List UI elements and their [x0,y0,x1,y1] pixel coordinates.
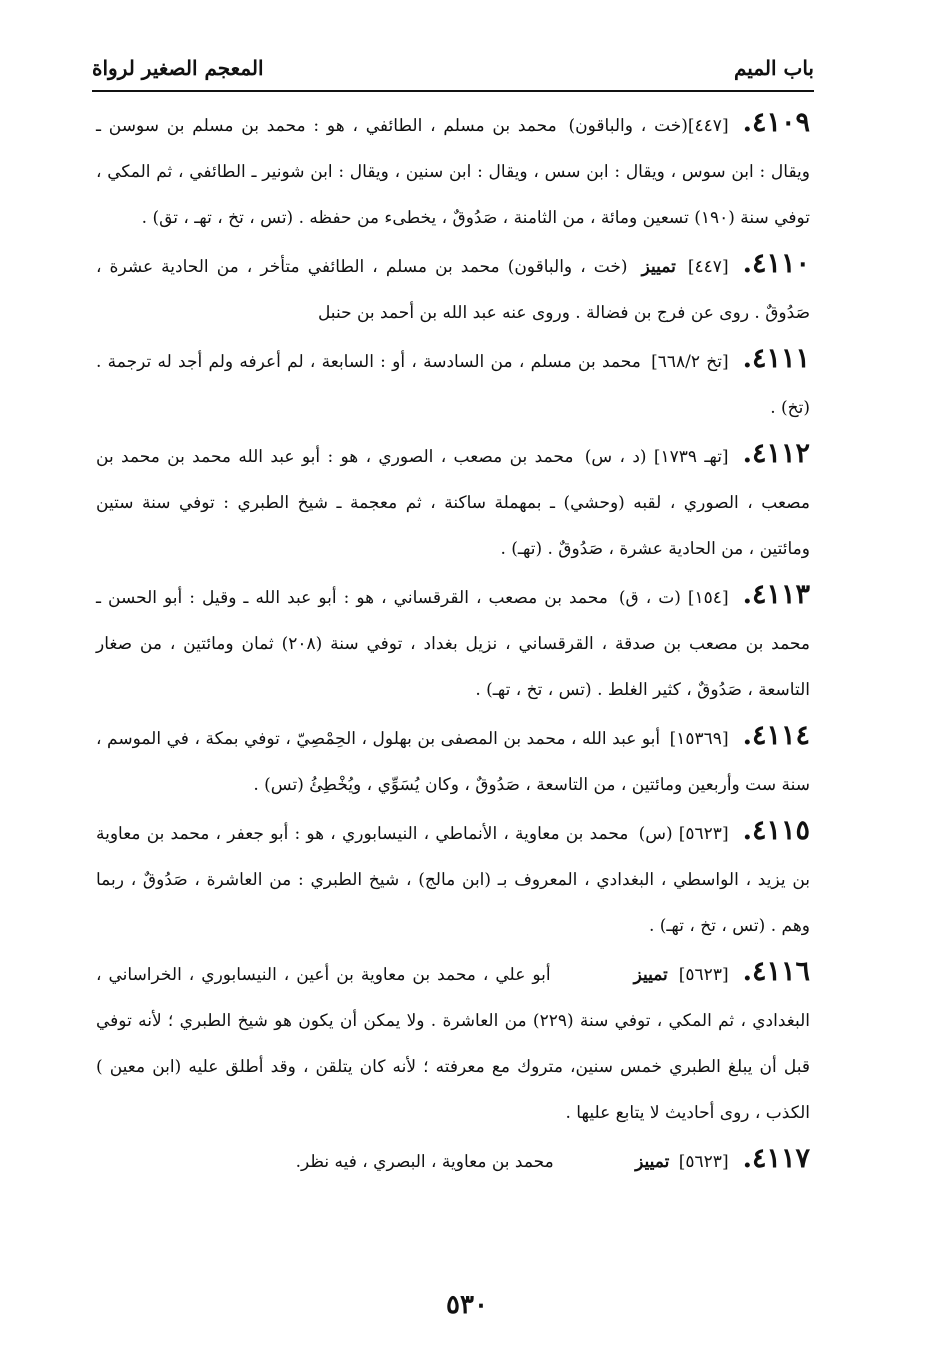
entry-number: ٤١١٤. [742,720,810,751]
entry-number: ٤١٠٩. [742,107,811,138]
entry-code: [١٥٣٦٩] [669,729,729,749]
header-rule [92,90,814,92]
entry-text: (خت ، والباقون) محمد بن مسلم ، الطائفي متأخر ، من الحادية عشرة ، صَدُوقٌ . روى عن فرج بن فضالة . وروى عنه عبد الله بن أحمد بن حنبل [96,257,810,323]
entry-4113 [96,572,810,713]
entry-code: [٥٦٢٣] [678,1152,729,1172]
entry-code: [٤٤٧] [687,257,729,277]
entry-text: أبو عبد الله ، محمد بن المصفى بن بهلول ، الحِمْصِيّ ، توفي بمكة ، في الموسم ، سنة ست وأربعين ومائتين ، من التاسعة ، صَدُوقٌ ، وكان يُسَوِّي ، ويُخْطِئُ (تس) . [96,729,810,795]
chapter-title: باب الميم [733,56,814,80]
entry-4110 [96,241,810,336]
entry-number: ٤١١٧. [742,1143,810,1174]
entry-text: محمد بن معاوية ، البصري ، فيه نظر. [295,1152,554,1172]
entry-text: محمد بن مسلم ، من السادسة ، أو : السابعة ، لم أعرفه ولم أجد له ترجمة . (تخ) . [96,352,810,418]
tamyiz-label: تمييز [633,965,668,985]
entry-number: ٤١١١. [742,343,810,374]
entry-4117 [96,1136,810,1185]
entry-4114 [96,713,810,808]
entry-4112 [96,431,810,572]
entry-number: ٤١١٣. [742,579,811,610]
entry-4115 [96,808,810,949]
entry-text: محمد بن مصعب ، القرقساني ، هو : أبو عبد الله ـ وقيل : أبو الحسن ـ محمد بن مصعب بن صدقة ، القرقساني ، نزيل بغداد ، توفي سنة (٢٠٨) ثمان ومائتين ، من صغار التاسعة ، صَدُوقٌ ، كثير الغلط . (تس ، تخ ، تهـ) . [96,588,810,700]
entry-code: [٥٦٢٣] (س) [638,824,729,844]
entry-code: [٥٦٢٣] [678,965,729,985]
page-number: ٥٣٠ [446,1290,488,1320]
tamyiz-label: تمييز [635,1152,670,1172]
entry-number: ٤١١٦. [742,956,811,987]
entry-number: ٤١١٠. [742,248,811,279]
entry-code: [تهـ ١٧٣٩] (د ، س) [584,447,729,467]
entry-code: [١٥٤] (ت ، ق) [618,588,729,608]
entry-text: محمد بن مصعب ، الصوري ، هو : أبو عبد الله محمد بن محمد بن مصعب ، الصوري ، لقبه (وحشي) ـ بمهملة ساكنة ، ثم معجمة ـ شيخ الطبري : توفي سنة ستين ومائتين ، من الحادية عشرة ، صَدُوقٌ . (تهـ) . [96,447,810,559]
entry-text: محمد بن معاوية ، الأنماطي ، النيسابوري ، هو : أبو جعفر ، محمد بن معاوية بن يزيد ، الواسطي ، البغدادي ، المعروف بـ (ابن مالج) ، شيخ الطبري : من العاشرة ، صَدُوقٌ ، ربما وهم . (تس ، تخ ، تهـ) . [96,824,810,936]
entry-number: ٤١١٢. [742,438,810,469]
entry-4109 [96,100,810,241]
entry-4116 [96,949,810,1136]
entry-text: محمد بن مسلم ، الطائفي ، هو : محمد بن مسلم بن سوسن ـ ويقال : ابن سوس ، ويقال : ابن سس ، ويقال : ابن سنين ، ويقال : ابن شونير ـ الطائفي ، ثم المكي ، توفي سنة (١٩٠) تسعين ومائة ، من الثامنة ، صَدُوقٌ ، يخطىء من حفظه . (تس ، تخ ، تهـ ، تق) . [96,116,810,228]
entry-number: ٤١١٥. [742,815,810,846]
entry-4111 [96,336,810,431]
entry-code: [تخ ٦٦٨/٢] [651,352,729,372]
running-header [92,44,814,80]
entry-text: أبو علي ، محمد بن معاوية بن أعين ، النيسابوري ، الخراساني ، البغدادي ، ثم المكي ، توفي سنة (٢٢٩) من العاشرة . ولا يمكن أن يكون هو شيخ الطبري ؛ لأنه توفي قبل أن يبلغ الطبري خمس سنين، متروك مع معرفته ؛ لأنه كان يتلقن ، وقد أطلق عليه (ابن معين ) الكذب ، روى أحاديث لا يتابع عليها . [96,965,810,1123]
tamyiz-label: تمييز [641,257,676,277]
entries-body [96,100,810,1185]
entry-code: [٤٤٧](خت ، والباقون) [568,116,729,136]
book-title: المعجم الصغير لرواة [92,56,264,80]
